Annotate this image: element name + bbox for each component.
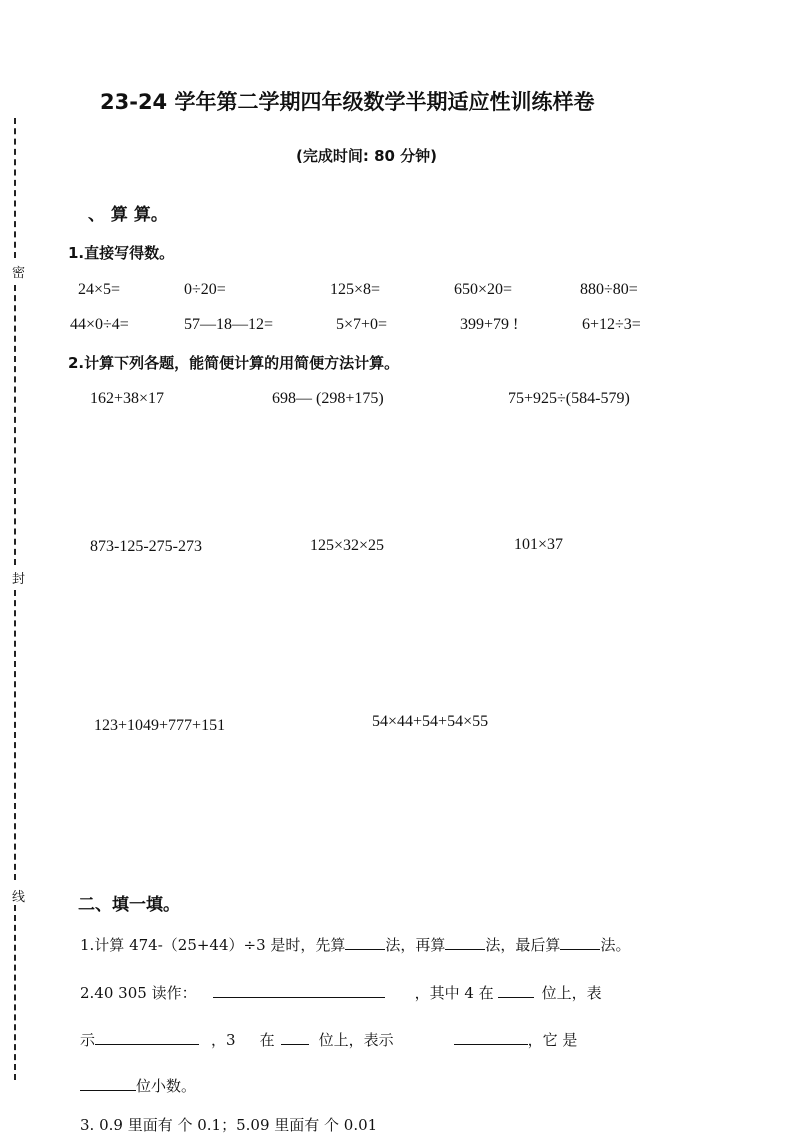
oral-calc-item: 399+79 !: [460, 316, 519, 333]
binding-line-top: [14, 118, 16, 258]
fill-q2-text: 示: [80, 1031, 96, 1049]
calc-problem: 75+925÷(584-579): [508, 390, 630, 407]
oral-calc-item: 125×8=: [330, 281, 381, 298]
binding-label-xian: 线: [12, 886, 25, 905]
fill-question-2-line-1: [80, 982, 602, 1003]
calc-problem: 698— (298+175): [272, 390, 384, 407]
fill-q2-text: 2.40 305 读作：: [80, 984, 197, 1002]
fill-q1-text-d: 法。: [600, 936, 631, 954]
oral-calc-item: 57—18—12=: [184, 316, 274, 333]
binding-label-feng: 封: [12, 568, 25, 587]
calc-problem: 101×37: [514, 536, 564, 553]
fill-q1-text-c: 法，最后算: [485, 936, 561, 954]
q1-label: 1.直接写得数。: [68, 244, 175, 262]
oral-calc-item: 5×7+0=: [336, 316, 388, 333]
fill-q2-text: 位上，表示: [318, 1031, 394, 1049]
q2-label: 2.计算下列各题，能简便计算的用简便方法计算。: [68, 354, 400, 372]
fill-q2-text: 位小数。: [136, 1077, 197, 1095]
oral-calc-item: 650×20=: [454, 281, 513, 298]
binding-line-mid2: [14, 590, 16, 880]
oral-calc-item: 880÷80=: [580, 281, 638, 298]
oral-calc-item: 24×5=: [78, 281, 121, 298]
fill-q2-text: ，3: [211, 1031, 236, 1049]
oral-calc-item: 44×0÷4=: [70, 316, 129, 333]
fill-q2-text: 位上，表: [541, 984, 602, 1002]
binding-label-mi: 密: [12, 262, 25, 281]
fill-q2-text: ，其中 4 在: [414, 984, 494, 1002]
answer-blank[interactable]: [345, 935, 385, 950]
answer-blank[interactable]: [560, 935, 600, 950]
section-1-heading: 、 算 算。: [88, 205, 168, 225]
page-title: 23-24 学年第二学期四年级数学半期适应性训练样卷: [100, 90, 595, 114]
oral-calc-item: 0÷20=: [184, 281, 226, 298]
calc-problem: 873-125-275-273: [90, 538, 202, 555]
fill-question-2-line-3: [80, 1075, 196, 1096]
answer-blank[interactable]: [80, 1076, 136, 1091]
section-2-heading: 二、填一填。: [78, 895, 180, 915]
answer-blank[interactable]: [445, 935, 485, 950]
binding-line-mid: [14, 285, 16, 565]
calc-problem: 123+1049+777+151: [94, 717, 226, 734]
fill-question-1: [80, 934, 630, 955]
fill-question-3-partial: 3. 0.9 里面有 个 0.1；5.09 里面有 个 0.01: [80, 1116, 378, 1134]
oral-calc-item: 6+12÷3=: [582, 316, 641, 333]
answer-blank[interactable]: [454, 1030, 528, 1045]
answer-blank[interactable]: [95, 1030, 199, 1045]
calc-problem: 125×32×25: [310, 537, 385, 554]
fill-question-2-line-2: [80, 1029, 577, 1050]
fill-q1-text-b: 法，再算: [385, 936, 446, 954]
answer-blank[interactable]: [498, 983, 534, 998]
answer-blank[interactable]: [281, 1030, 309, 1045]
calc-problem: 54×44+54+54×55: [372, 713, 489, 730]
fill-q2-text: ，它 是: [527, 1031, 578, 1049]
fill-q1-text-a: 1.计算 474-（25+44）÷3 是时，先算: [80, 936, 346, 954]
answer-blank[interactable]: [213, 983, 385, 998]
time-limit: (完成时间: 80 分钟): [296, 147, 438, 165]
fill-q2-text: 在: [259, 1031, 275, 1049]
calc-problem: 162+38×17: [90, 390, 165, 407]
binding-line-bottom: [14, 905, 16, 1080]
